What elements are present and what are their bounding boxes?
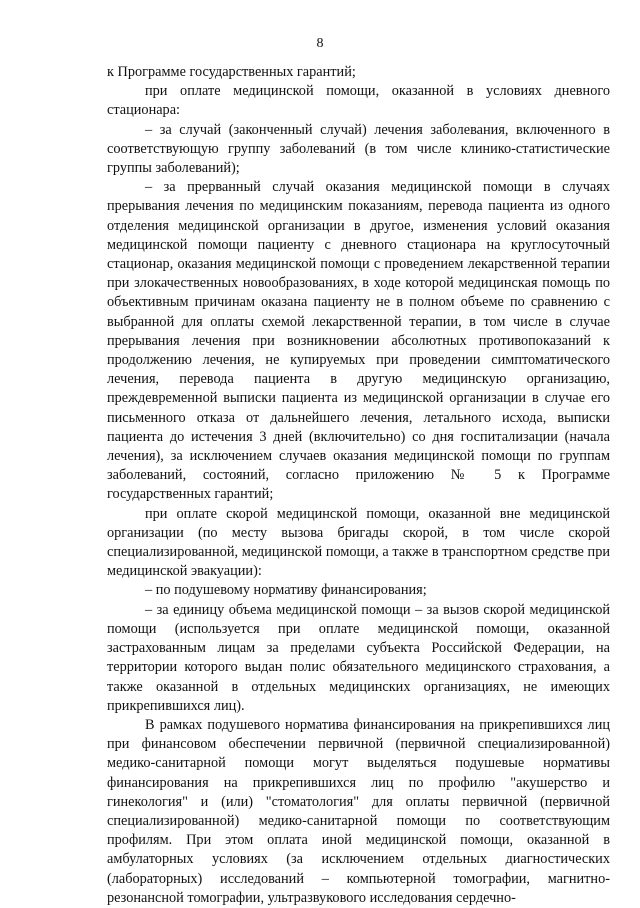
paragraph-emergency-care-payment: при оплате скорой медицинской помощи, оказанной вне медицинской организации (по месту вызова бригады скорой, в том числе скорой специализированной, медицинской помощи, а также в транспортном средстве при медицинской эвакуации): xyxy=(107,505,610,580)
paragraph-day-hospital-payment: при оплате медицинской помощи, оказанной в условиях дневного стационара: xyxy=(107,83,610,119)
paragraph-continuation: к Программе государственных гарантий; xyxy=(107,64,356,80)
paragraph-per-capita-framework: В рамках подушевого норматива финансирования на прикрепившихся лиц при финансовом обеспечении первичной (первичной специализированной) медико-санитарной помощи могут выделяться подушевые нормативы финансирования на прикрепившихся лиц по профилю "акушерство и гинекология" и (или) "стоматология" для оплаты первичной (первичной специализированной) медико-санитарной помощи по соответствующим профилям. При этом оплата иной медицинской помощи, оказанной в амбулаторных условиях (за исключением отдельных диагностических (лабораторных) исследований – компьютерной томографии, магнитно-резонансной томографии, ультразвукового исследования сердечно- xyxy=(107,716,610,906)
paragraph-unit-volume: – за единицу объема медицинской помощи – за вызов скорой медицинской помощи (используется при оплате медицинской помощи, оказанной застрахованным лицам за пределами субъекта Российской Федерации, на территории которого выдан полис обязательного медицинского страхования, а также оказанной в отдельных медицинских организациях, не имеющих прикрепившихся лиц). xyxy=(107,601,610,714)
paragraph-completed-case: – за случай (законченный случай) лечения заболевания, включенного в соответствующую группу заболеваний (в том числе клинико-статистические группы заболеваний); xyxy=(107,121,610,177)
page-number: 8 xyxy=(316,36,324,51)
paragraph-per-capita-standard: – по подушевому нормативу финансирования; xyxy=(145,582,427,599)
body-text xyxy=(107,63,610,908)
paragraph-interrupted-case: – за прерванный случай оказания медицинской помощи в случаях прерывания лечения по медицинским показаниям, перевода пациента из одного отделения медицинской организации в другое, изменения условий оказания медицинской помощи пациенту с дневного стационара на круглосуточный стационар, оказания медицинской помощи с проведением лекарственной терапии при злокачественных новообразованиях, в ходе которой медицинская помощь по объективным причинам оказана пациенту не в полном объеме по сравнению с выбранной для оплаты схемой лекарственной терапии, в том числе в случае прерывания лечения при возникновении абсолютных противопоказаний к продолжению лечения, не купируемых при проведении симптоматического лечения, перевода пациента в другую медицинскую организацию, преждевременной выписки пациента из медицинской организации в случае его письменного отказа от дальнейшего лечения, летального исхода, выписки пациента до истечения 3 дней (включительно) со дня госпитализации (начала лечения), за исключением случаев оказания медицинской помощи по группам заболеваний, состояний, согласно приложению № 5 к Программе государственных гарантий; xyxy=(107,179,610,503)
